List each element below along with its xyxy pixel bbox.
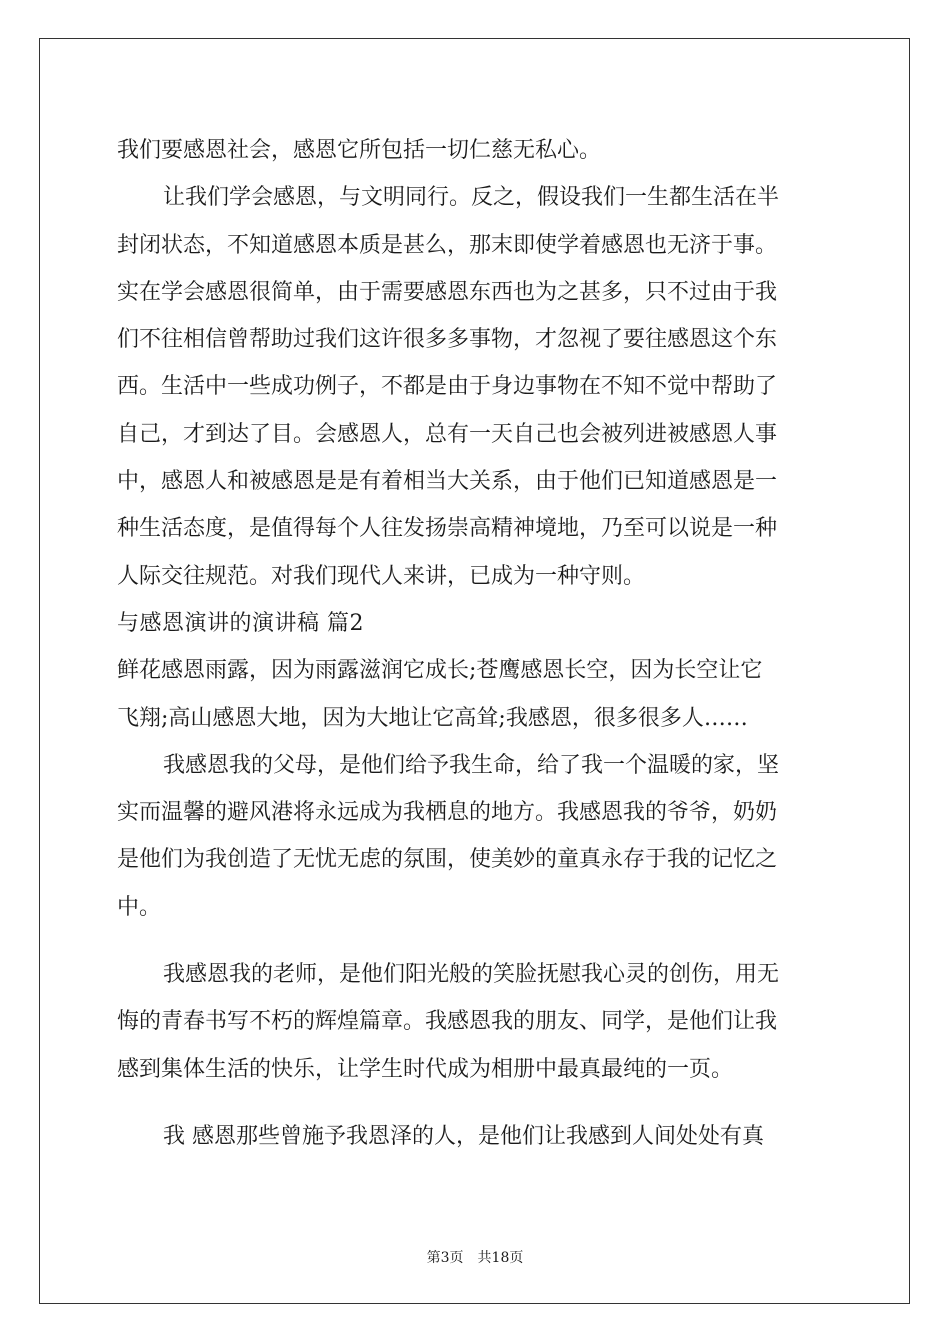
paragraph-gap xyxy=(117,931,837,951)
text-line-8: 中，感恩人和被感恩是是有着相当大关系，由于他们已知道感恩是一 xyxy=(117,469,778,495)
text-line-9: 种生活态度，是值得每个人往发扬崇高精神境地，乃至可以说是一种 xyxy=(117,516,778,542)
text-line-2: 让我们学会感恩，与文明同行。反之，假设我们一生都生活在半 xyxy=(163,185,780,211)
text-line-10: 人际交往规范。对我们现代人来讲，已成为一种守则。 xyxy=(117,563,646,589)
text-line-21: 我 感恩那些曾施予我恩泽的人，是他们让我感到人间处处有真 xyxy=(163,1123,764,1149)
text-line-12: 鲜花感恩雨露，因为雨露滋润它成长;苍鹰感恩长空，因为长空让它 xyxy=(117,658,763,684)
text-line-1: 我们要感恩社会，感恩它所包括一切仁慈无私心。 xyxy=(117,138,602,163)
text-line-14: 我感恩我的父母，是他们给予我生命，给了我一个温暖的家，坚 xyxy=(163,752,780,778)
section-heading: 与感恩演讲的演讲稿 篇2 xyxy=(117,610,364,636)
document-body xyxy=(117,127,837,1160)
text-line-15: 实而温馨的避风港将永远成为我栖息的地方。我感恩我的爷爷，奶奶 xyxy=(117,800,778,826)
text-line-5: 们不往相信曾帮助过我们这许很多多事物，才忽视了要往感恩这个东 xyxy=(117,327,778,353)
text-line-20: 感到集体生活的快乐，让学生时代成为相册中最真最纯的一页。 xyxy=(117,1056,734,1082)
text-line-18: 我感恩我的老师，是他们阳光般的笑脸抚慰我心灵的创伤，用无 xyxy=(163,962,780,988)
page-number-footer: 第3页 共18页 xyxy=(426,1250,524,1266)
text-line-16: 是他们为我创造了无忧无虑的氛围，使美妙的童真永存于我的记忆之 xyxy=(117,847,778,873)
text-line-17: 中。 xyxy=(117,894,162,920)
text-line-6: 西。生活中一些成功例子，不都是由于身边事物在不知不觉中帮助了 xyxy=(117,374,778,400)
text-line-4: 实在学会感恩很简单，由于需要感恩东西也为之甚多，只不过由于我 xyxy=(117,279,778,305)
paragraph-gap xyxy=(117,1093,837,1113)
text-line-3: 封闭状态，不知道感恩本质是甚么，那末即使学着感恩也无济于事。 xyxy=(117,232,778,258)
text-line-19: 悔的青春书写不朽的辉煌篇章。我感恩我的朋友、同学，是他们让我 xyxy=(117,1009,778,1035)
text-line-13: 飞翔;高山感恩大地，因为大地让它高耸;我感恩，很多很多人…… xyxy=(117,705,748,731)
text-line-7: 自己，才到达了目。会感恩人，总有一天自己也会被列进被感恩人事 xyxy=(117,421,778,447)
